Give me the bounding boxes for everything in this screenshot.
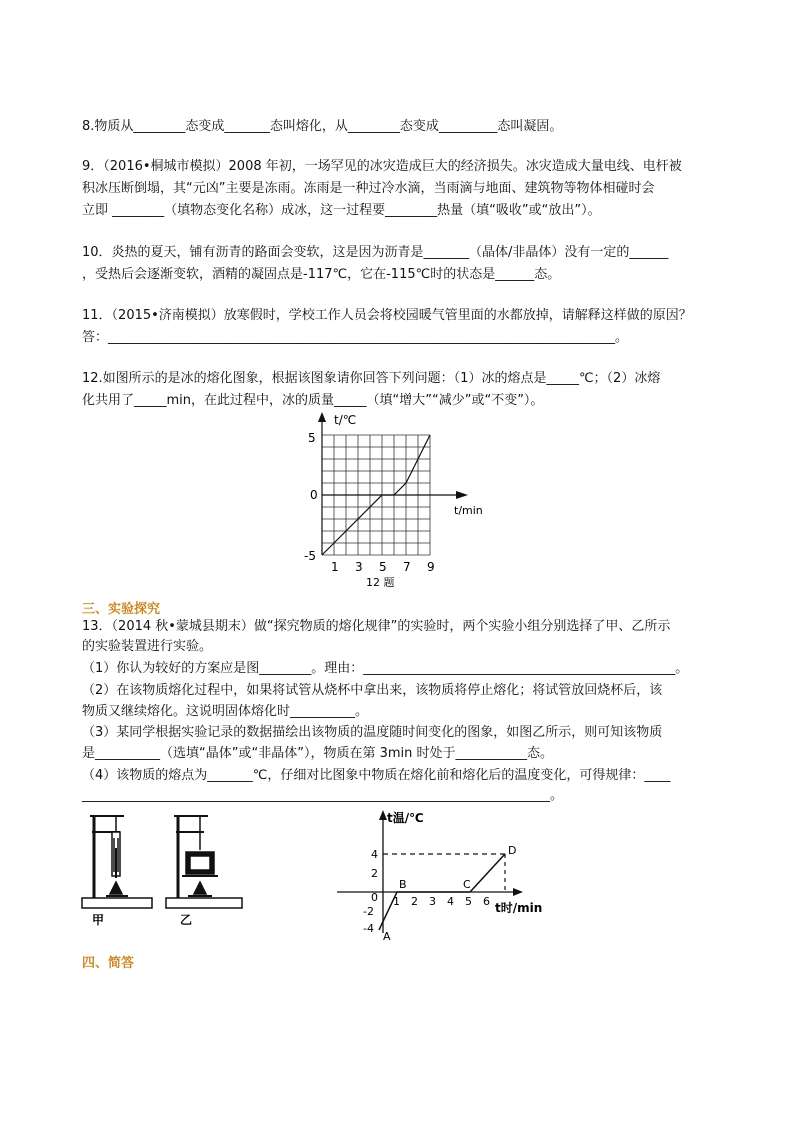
point-c-label: C [463,878,471,891]
x-tick-3: 3 [429,895,436,908]
x-axis-label: t/min [454,504,483,517]
label-yi: 乙 [180,913,193,927]
question-9-line-2: 积冰压断倒塌，其“元凶”主要是冻雨。冻雨是一种过冷水滴，当雨滴与地面、建筑物等物体相碰时会 [82,181,655,196]
x-tick-2: 2 [411,895,418,908]
x-tick-4: 4 [447,895,454,908]
x-axis-arrow [513,888,523,896]
y-tick-4: 4 [371,848,378,861]
x-tick-3: 3 [355,560,363,574]
question-13-part-4b: ________________________________________________________________________。 [82,788,563,803]
y-axis-arrow [318,412,326,422]
question-13-part-2a: （2）在该物质熔化过程中，如果将试管从烧杯中拿出来，该物质将停止熔化；将试管放回烧杯后，该 [82,683,663,698]
label-jia: 甲 [92,913,105,927]
apparatus-yi [166,816,242,908]
x-tick-6: 6 [483,895,490,908]
question-10-line-1: 10．炎热的夏天，铺有沥青的路面会变软，这是因为沥青是_______（晶体/非晶体）没有一定的______ [82,245,669,260]
question-13-part-3a: （3）某同学根据实验记录的数据描绘出该物质的温度随时间变化的图象，如图乙所示，则可知该物质 [82,725,663,740]
question-9-line-3: 立即 ________（填物态变化名称）成冰，这一过程要________热量（填“吸收”或“放出”）。 [82,203,601,218]
y-tick-2: 2 [371,867,378,880]
x-tick-7: 7 [403,560,411,574]
y-tick-0: 0 [371,891,378,904]
question-11-line-1: 11．（2015•济南模拟）放寒假时，学校工作人员会将校园暖气管里面的水都放掉，请解释这样做的原因？ [82,308,692,323]
y-axis-label: t温/℃ [387,811,424,825]
question-8: 8.物质从________态变成_______态叫熔化，从________态变成_________态叫凝固。 [82,119,563,134]
section-4-heading: 四、简答 [82,956,135,971]
question-10-line-2: ，受热后会逐渐变软，酒精的凝固点是-117℃，它在-115℃时的状态是______态。 [82,267,561,282]
question-11-answer-line: 答：______________________________________________________________________________。 [82,330,628,345]
question-13-part-1: （1）你认为较好的方案应是图________。理由：________________________________________________。 [82,661,689,676]
figure-13-graph [335,808,555,943]
figure-12-melting-graph [300,410,500,590]
y-axis-label: t/℃ [334,413,357,427]
y-tick-5: 5 [308,431,316,445]
x-tick-5: 5 [379,560,387,574]
point-b-label: B [399,878,407,891]
x-axis-arrow [456,491,468,499]
y-tick-neg2: -2 [363,905,374,918]
question-13-line-1: 13．（2014 秋•蒙城县期末）做“探究物质的熔化规律”的实验时，两个实验小组分别选择了甲、乙所示 [82,619,671,634]
point-d-label: D [508,844,517,857]
figure-12-caption: 12 题 [366,576,395,589]
y-tick-0: 0 [310,488,318,502]
point-a-label: A [383,930,391,943]
y-axis-arrow [379,810,387,820]
question-9-line-1: 9．（2016•桐城市模拟）2008 年初，一场罕见的冰灾造成巨大的经济损失。冰灾造成大量电线、电杆被 [82,159,682,174]
question-12-line-1: 12.如图所示的是冰的熔化图象，根据该图象请你回答下列问题：（1）冰的熔点是_____℃；（2）冰熔 [82,371,661,386]
x-tick-1: 1 [331,560,339,574]
question-13-line-2: 的实验装置进行实验。 [82,639,213,654]
y-tick-neg4: -4 [363,922,374,935]
question-13-part-4a: （4）该物质的熔点为_______℃，仔细对比图象中物质在熔化前和熔化后的温度变化，可得规律：____ [82,768,671,783]
x-tick-9: 9 [427,560,435,574]
question-13-part-3b: 是__________（选填“晶体”或“非晶体”），物质在第 3min 时处于___________态。 [82,746,553,761]
section-3-heading: 三、实验探究 [82,602,161,617]
x-axis-label: t时/min [495,901,543,915]
y-tick-neg5: -5 [304,549,316,563]
question-12-line-2: 化共用了_____min，在此过程中，冰的质量_____（填“增大”“减少”或“不变”）。 [82,393,544,408]
question-13-part-2b: 物质又继续熔化。这说明固体熔化时__________。 [82,704,369,719]
x-tick-5: 5 [465,895,472,908]
x-tick-1: 1 [393,895,400,908]
apparatus-jia [82,816,152,908]
figure-13-apparatus [80,808,270,928]
